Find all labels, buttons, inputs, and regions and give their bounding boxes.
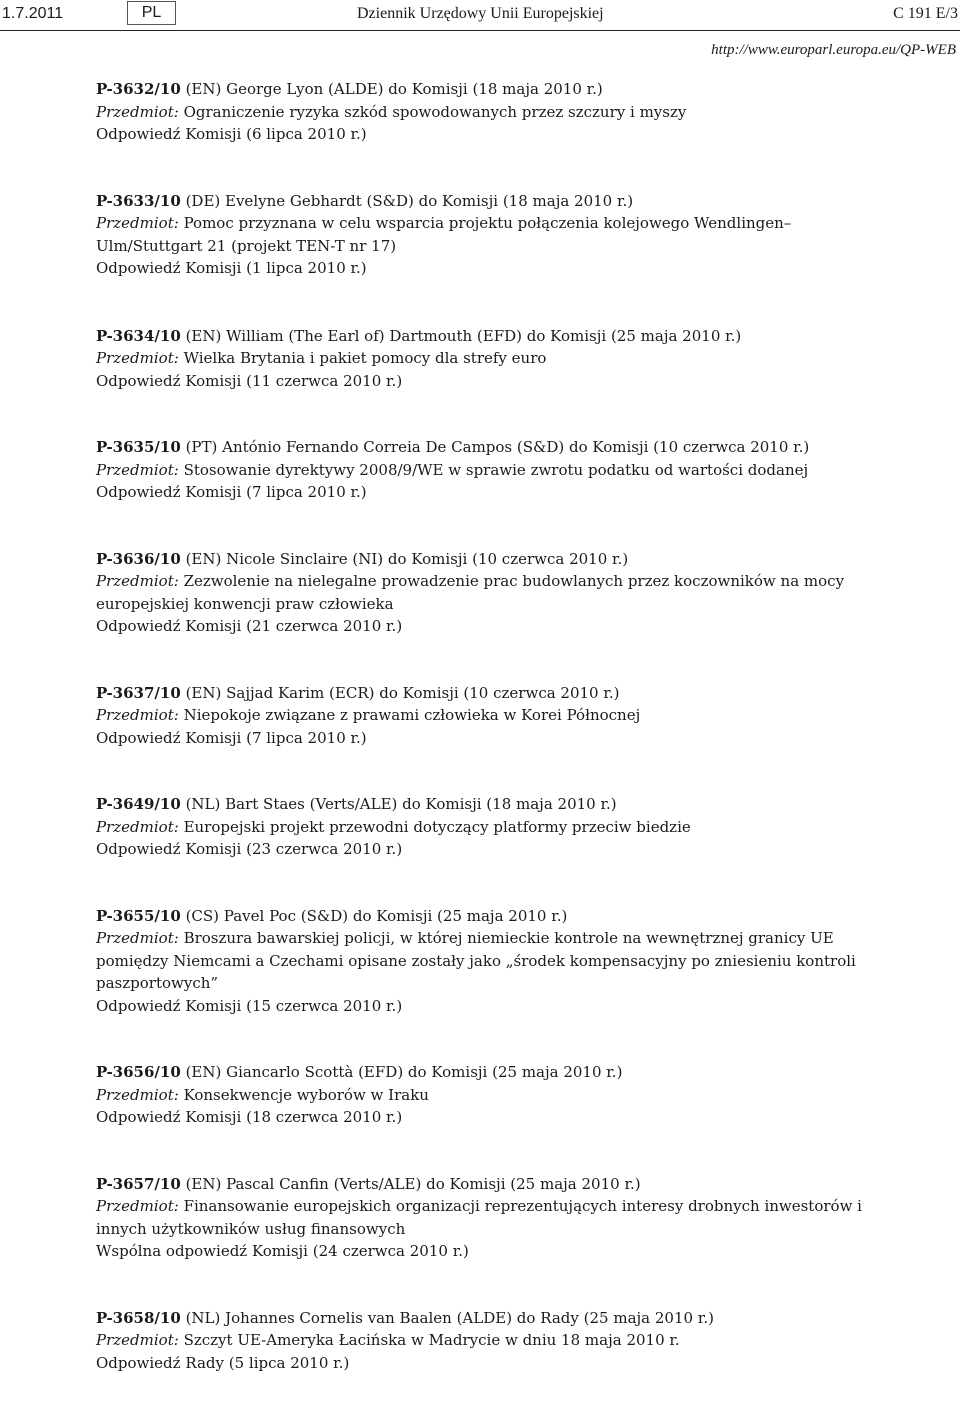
question-author: (EN) Pascal Canfin (Verts/ALE) do Komisji (25 maja 2010 r.) xyxy=(180,1174,641,1193)
subject-text: Stosowanie dyrektywy 2008/9/WE w sprawie zwrotu podatku od wartości dodanej xyxy=(183,460,809,479)
subject-label: Przedmiot: xyxy=(96,349,179,367)
question-entry xyxy=(96,793,926,861)
question-subject xyxy=(96,1084,926,1107)
question-subject xyxy=(96,459,926,482)
journal-title: Dziennik Urzędowy Unii Europejskiej xyxy=(357,5,604,22)
question-heading xyxy=(96,436,926,459)
question-reference: P-3634/10 xyxy=(96,326,181,345)
language-box: PL xyxy=(127,1,176,25)
question-subject xyxy=(96,972,926,995)
header-date: 1.7.2011 xyxy=(2,5,64,22)
answer-line: Odpowiedź Komisji (6 lipca 2010 r.) xyxy=(96,125,367,143)
question-subject xyxy=(96,235,926,258)
question-subject xyxy=(96,704,926,727)
question-author: (EN) Nicole Sinclaire (NI) do Komisji (10 czerwca 2010 r.) xyxy=(180,549,629,568)
subject-label: Przedmiot: xyxy=(96,1085,179,1104)
question-author: (NL) Johannes Cornelis van Baalen (ALDE) do Rady (25 maja 2010 r.) xyxy=(180,1308,714,1327)
subject-text: europejskiej konwencji praw człowieka xyxy=(96,594,394,613)
subject-text: Niepokoje związane z prawami człowieka w Korei Północnej xyxy=(183,706,641,724)
source-link[interactable]: http://www.europarl.europa.eu/QP-WEB xyxy=(711,42,956,58)
subject-text: Konsekwencje wyborów w Iraku xyxy=(183,1085,429,1104)
question-entry xyxy=(96,325,926,393)
subject-label: Przedmiot: xyxy=(96,929,179,947)
question-heading xyxy=(96,1061,926,1084)
subject-text: Szczyt UE-Ameryka Łacińska w Madrycie w dniu 18 maja 2010 r. xyxy=(183,1331,680,1349)
question-entry xyxy=(96,682,926,750)
question-reference: P-3655/10 xyxy=(96,906,181,925)
question-heading xyxy=(96,548,926,571)
question-subject xyxy=(96,347,926,370)
question-reference: P-3632/10 xyxy=(96,80,181,98)
question-heading xyxy=(96,905,926,928)
question-heading xyxy=(96,78,926,101)
answer-line: Odpowiedź Komisji (7 lipca 2010 r.) xyxy=(96,483,367,501)
subject-text: Ulm/Stuttgart 21 (projekt TEN-T nr 17) xyxy=(96,236,397,255)
question-subject xyxy=(96,593,926,616)
question-entry xyxy=(96,436,926,504)
subject-text: Europejski projekt przewodni dotyczący platformy przeciw biedzie xyxy=(183,817,691,836)
answer-line: Odpowiedź Komisji (23 czerwca 2010 r.) xyxy=(96,840,403,858)
question-subject xyxy=(96,570,926,593)
question-subject xyxy=(96,950,926,973)
question-subject xyxy=(96,816,926,839)
question-entry xyxy=(96,548,926,638)
question-subject xyxy=(96,927,926,950)
question-heading xyxy=(96,325,926,348)
page-header xyxy=(0,0,960,31)
subject-label: Przedmiot: xyxy=(96,572,179,590)
question-author: (EN) Sajjad Karim (ECR) do Komisji (10 czerwca 2010 r.) xyxy=(180,683,620,702)
question-reference: P-3633/10 xyxy=(96,191,181,210)
subject-text: Ograniczenie ryzyka szkód spowodowanych przez szczury i myszy xyxy=(183,102,687,121)
subject-text: Wielka Brytania i pakiet pomocy dla strefy euro xyxy=(183,349,547,367)
question-heading xyxy=(96,190,926,213)
question-list xyxy=(96,78,926,1418)
question-entry xyxy=(96,905,926,1018)
question-author: (NL) Bart Staes (Verts/ALE) do Komisji (18 maja 2010 r.) xyxy=(180,795,617,813)
page-number: C 191 E/3 xyxy=(893,5,958,22)
question-subject xyxy=(96,1218,926,1241)
question-entry xyxy=(96,1061,926,1129)
question-author: (DE) Evelyne Gebhardt (S&D) do Komisji (18 maja 2010 r.) xyxy=(180,191,634,210)
answer-line: Odpowiedź Komisji (11 czerwca 2010 r.) xyxy=(96,371,403,390)
subject-label: Przedmiot: xyxy=(96,460,179,479)
subject-label: Przedmiot: xyxy=(96,1331,179,1349)
subject-label: Przedmiot: xyxy=(96,817,179,836)
subject-text: Zezwolenie na nielegalne prowadzenie prac budowlanych przez koczowników na mocy xyxy=(183,572,845,590)
answer-line: Odpowiedź Komisji (7 lipca 2010 r.) xyxy=(96,728,367,747)
subject-text: Finansowanie europejskich organizacji reprezentujących interesy drobnych inwestorów i xyxy=(183,1197,862,1215)
subject-label: Przedmiot: xyxy=(96,1197,179,1215)
answer-line: Odpowiedź Komisji (15 czerwca 2010 r.) xyxy=(96,996,403,1015)
subject-label: Przedmiot: xyxy=(96,102,179,121)
question-entry xyxy=(96,1307,926,1375)
question-subject xyxy=(96,1195,926,1218)
subject-text: paszportowych” xyxy=(96,974,219,992)
answer-line: Odpowiedź Komisji (21 czerwca 2010 r.) xyxy=(96,617,403,635)
question-entry xyxy=(96,1173,926,1263)
question-reference: P-3649/10 xyxy=(96,795,181,813)
subject-label: Przedmiot: xyxy=(96,214,179,232)
question-reference: P-3637/10 xyxy=(96,683,181,702)
question-heading xyxy=(96,1307,926,1330)
question-subject xyxy=(96,1329,926,1352)
question-subject xyxy=(96,101,926,124)
question-author: (EN) George Lyon (ALDE) do Komisji (18 maja 2010 r.) xyxy=(180,80,603,98)
subject-text: Pomoc przyznana w celu wsparcia projektu połączenia kolejowego Wendlingen– xyxy=(183,214,792,232)
question-entry xyxy=(96,190,926,280)
question-reference: P-3658/10 xyxy=(96,1308,181,1327)
answer-line: Odpowiedź Komisji (1 lipca 2010 r.) xyxy=(96,259,367,277)
question-entry xyxy=(96,78,926,146)
subject-text: pomiędzy Niemcami a Czechami opisane zostały jako „środek kompensacyjny po zniesieniu kontroli xyxy=(96,951,856,970)
subject-label: Przedmiot: xyxy=(96,706,179,724)
question-author: (EN) William (The Earl of) Dartmouth (EFD) do Komisji (25 maja 2010 r.) xyxy=(180,326,742,345)
answer-line: Odpowiedź Rady (5 lipca 2010 r.) xyxy=(96,1353,350,1372)
question-heading xyxy=(96,1173,926,1196)
question-author: (EN) Giancarlo Scottà (EFD) do Komisji (25 maja 2010 r.) xyxy=(180,1063,623,1081)
question-author: (PT) António Fernando Correia De Campos (S&D) do Komisji (10 czerwca 2010 r.) xyxy=(180,438,810,456)
answer-line: Wspólna odpowiedź Komisji (24 czerwca 2010 r.) xyxy=(96,1242,469,1260)
subject-text: Broszura bawarskiej policji, w której niemieckie kontrole na wewnętrznej granicy UE xyxy=(183,929,834,947)
question-author: (CS) Pavel Poc (S&D) do Komisji (25 maja 2010 r.) xyxy=(180,906,568,925)
question-reference: P-3657/10 xyxy=(96,1174,181,1193)
question-reference: P-3636/10 xyxy=(96,549,181,568)
question-heading xyxy=(96,793,926,816)
question-reference: P-3635/10 xyxy=(96,438,181,456)
subject-text: innych użytkowników usług finansowych xyxy=(96,1219,406,1238)
answer-line: Odpowiedź Komisji (18 czerwca 2010 r.) xyxy=(96,1108,403,1126)
question-heading xyxy=(96,682,926,705)
question-reference: P-3656/10 xyxy=(96,1063,181,1081)
question-subject xyxy=(96,212,926,235)
